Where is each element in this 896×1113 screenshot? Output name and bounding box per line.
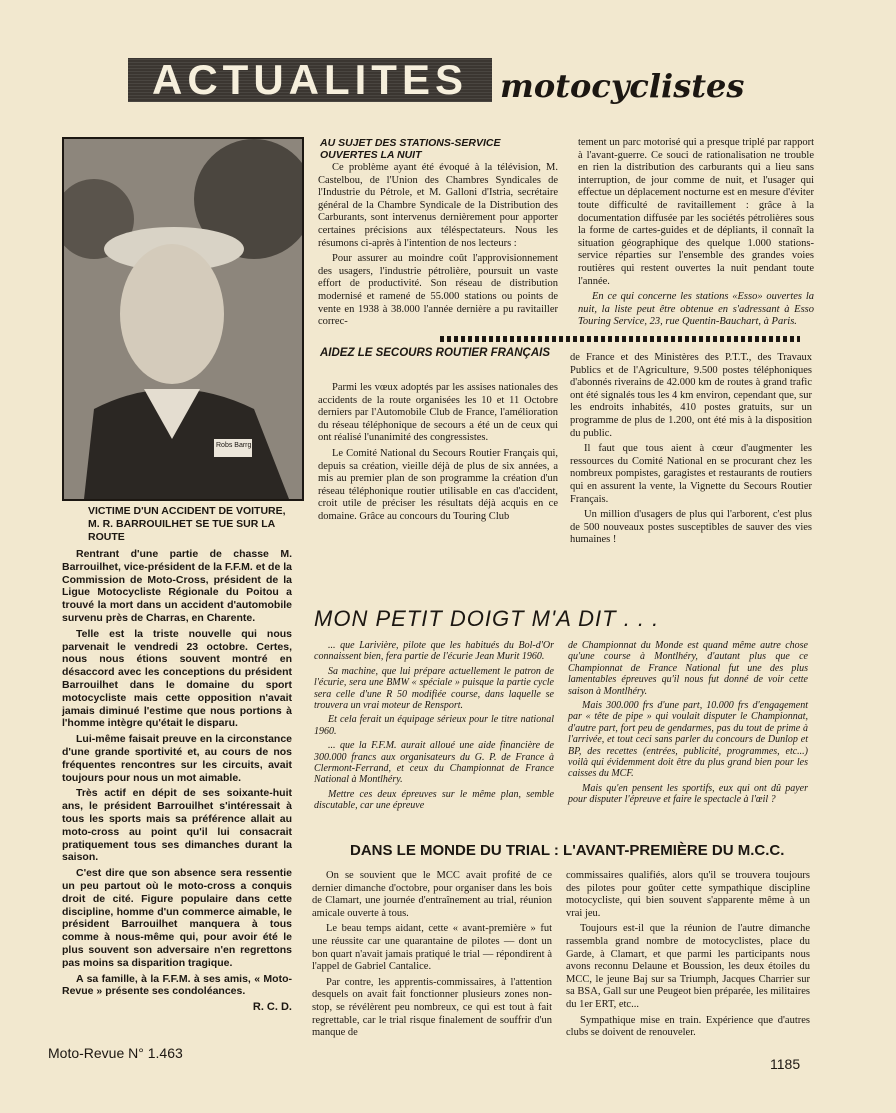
trial-paragraph: Le beau temps aidant, cette « avant-première » fut une réussite car une quarantaine de pilotes — dont un bon quart n'avait jamais pratiqué le trial — répondirent à l'appel de Gabriel Cantalice.: [312, 923, 552, 973]
doigt-paragraph: Mettre ces deux épreuves sur le même plan, semble discutable, car une épreuve: [314, 788, 554, 812]
obituary-paragraph: Très actif en dépit de ses soixante-huit ans, le président Barrouilhet s'intéressait à tous les sports mais sa préférence allait au moto-cross au point qu'il lui consacrait pratiquement tous ses dimanches durant la saison.: [62, 787, 292, 864]
trial-col1: [312, 870, 552, 1043]
magazine-issue: Moto-Revue N° 1.463: [48, 1045, 183, 1061]
section-banner: ACTUALITES: [128, 58, 492, 102]
doigt-col2: [568, 640, 808, 809]
secours-heading: AIDEZ LE SECOURS ROUTIER FRANÇAIS: [320, 347, 551, 359]
doigt-paragraph: Sa machine, que lui prépare actuellement le patron de l'écurie, sera une BMW « spéciale » puisque la partie cycle sera celle d'une R 50 modifiée course, dans laquelle se trouvera un vrai moteur de Rensport.: [314, 665, 554, 712]
stations-col1: [318, 162, 558, 332]
trial-col2: [566, 870, 810, 1043]
secours-paragraph: Parmi les vœux adoptés par les assises nationales des accidents de la route organisées les 10 et 11 Octobre derniers par l'Automobile Club de France, l'amélioration du réseau téléphonique de secours a été un de ceux qui ont réalisé l'unanimité des congressistes.: [318, 382, 558, 444]
secours-paragraph: de France et des Ministères des P.T.T., des Travaux Publics et de l'Agriculture, 9.500 postes téléphoniques d'abonnés riverains de 42.000 km de routes à grand trafic ont été signalés tous les 4 km environ, cependant que, sur les endroits inhabités, 410 postes gratuits, sur un programme de plus de 1.200, ont été mis à la disposition du public.: [570, 352, 812, 439]
doigt-paragraph: Mais qu'en pensent les sportifs, eux qui ont dû payer pour disputer l'épreuve et faire le spectacle à l'œil ?: [568, 782, 808, 806]
obituary-text: [62, 548, 292, 1014]
trial-title: DANS LE MONDE DU TRIAL : L'AVANT-PREMIÈRE DU M.C.C.: [350, 842, 785, 859]
stations-paragraph: tement un parc motorisé qui a presque triplé par rapport à l'avant-guerre. Ce souci de rationalisation ne trouble en rien la distribution des carburants qui a lieu sans interruption, de jour comme de nuit, et l'usager qui effectue un déplacement nocturne est en mesure d'éviter toute difficulté de ravitaillement : grâce à la documentation diffusée par les sociétés pétrolières sous la forme de cartes-guides et de dépliants, il connaît la situation géographique des quelque 1.000 stations-service réparties sur l'ensemble des grandes voies routières qui restent ouvertes la nuit pendant toute l'année.: [578, 137, 814, 287]
secours-col2: [570, 352, 812, 550]
doigt-col1: [314, 640, 554, 815]
trial-paragraph: Sympathique mise en train. Expérience que d'autres clubs se doivent de renouveler.: [566, 1014, 810, 1039]
obituary-caption: VICTIME D'UN ACCIDENT DE VOITURE, M. R. BARROUILHET SE TUE SUR LA ROUTE: [88, 505, 286, 543]
doigt-paragraph: Mais 300.000 frs d'une part, 10.000 frs d'engagement par « tête de pipe » qui voulait disputer le Championnat, d'autre part, fort peu de gendarmes, pas du tout de prime à l'arrivée, et tout ceci sans parler du concours de Dunlop et BP, des recettes (entrées, publicité, programmes, etc...) voilà qui évidemment doit être du plus grand bien pour les caisses du MCF.: [568, 700, 808, 780]
page-number: 1185: [770, 1056, 801, 1072]
doigt-paragraph: Et cela ferait un équipage sérieux pour le titre national 1960.: [314, 714, 554, 737]
portrait-photo: [62, 137, 304, 501]
obituary-paragraph: C'est dire que son absence sera ressentie un peu partout où le moto-cross a conquis droit de cité. Figure populaire dans cette discipline, homme d'un commerce aimable, le président Barrouilhet manquera à tous comme à nous-même qui, pour avoir été le plus souvent son adversaire n'en regrettons pas moins sa disparition tragique.: [62, 867, 292, 969]
obituary-paragraph: Lui-même faisait preuve en la circonstance d'une grande sportivité et, au cours de nos fréquentes rencontres sur les circuits, avait toujours pour nous un mot aimable.: [62, 733, 292, 784]
stations-paragraph: Ce problème ayant été évoqué à la télévision, M. Castelbou, de l'Union des Chambres Syndicales de l'Industrie du Pétrole, et M. Galloni d'Istria, secrétaire général de la Chambre Syndicale de la Distribution des Carburants, sont intervenus dernièrement pour apporter certaines précisions aux téléspectateurs. Nous les résumons ci-après à l'intention de nos lecteurs :: [318, 162, 558, 249]
section-subtitle: motocyclistes: [500, 67, 745, 105]
stations-note: En ce qui concerne les stations «Esso» ouvertes la nuit, la liste peut être obtenue en s'adressant à Esso Touring Service, 23, rue Quentin-Bauchart, à Paris.: [578, 291, 814, 328]
secours-paragraph: Il faut que tous aient à cœur d'augmenter les ressources du Comité National en se procurant chez les nombreux pompistes, garagistes et restaurants de routiers qui en assurent la vente, la Vignette du Secours Routier Français.: [570, 443, 812, 505]
trial-paragraph: Par contre, les apprentis-commissaires, à l'attention desquels on avait fait fonctionner plusieurs zones non-stop, se révélèrent peu nombreux, ce qui est tout à fait regrettable, car le trial risque finalement de souffrir d'un manque de: [312, 976, 552, 1039]
doigt-paragraph: de Championnat du Monde est quand même autre chose qu'une course à Montlhéry, d'autant plus que ce Championnat de France National fut une des plus lamentables épreuves qu'il nous fut donné de voir cette saison à Montlhéry.: [568, 640, 808, 697]
trial-paragraph: commissaires qualifiés, alors qu'il se trouvera toujours des pilotes pour goûter cette sympathique discipline motocycliste, qui bien souvent s'apparente même à un vrai jeu.: [566, 870, 810, 919]
doigt-paragraph: ... que la F.F.M. aurait alloué une aide financière de 300.000 francs aux organisateurs du G. P. de France à Clermont-Ferrand, et ceux du Championnat de France National à Montlhéry.: [314, 740, 554, 786]
photo-badge: Robs Barrg: [216, 442, 252, 449]
obituary-signature: R. C. D.: [252, 1001, 292, 1014]
section-divider: [440, 336, 800, 342]
obituary-paragraph: A sa famille, à la F.F.M. à ses amis, « Moto-Revue » présente ses condoléances.: [62, 972, 292, 998]
stations-paragraph: Pour assurer au moindre coût l'approvisionnement des usagers, l'industrie pétrolière, poursuit un vaste effort de productivité. Son réseau de distribution modernisé et ramené de 55.000 stations ou points de vente en 1938 à 38.000 l'année dernière a pu ravitailler correc-: [318, 253, 558, 328]
stations-heading: AU SUJET DES STATIONS-SERVICE OUVERTES LA NUIT: [320, 137, 501, 161]
secours-paragraph: Le Comité National du Secours Routier Français qui, depuis sa création, vieille déjà de plus de six années, a mis au premier plan de son programme la création d'un réseau téléphonique routier utilisable en cas d'accident, croit utile de préciser les résultats déjà acquis en ce domaine. Grâce au concours du Touring Club: [318, 447, 558, 522]
stations-col2: [578, 137, 814, 332]
obituary-paragraph: Rentrant d'une partie de chasse M. Barrouilhet, vice-président de la F.F.M. et de la Commission de Moto-Cross, président de la Ligue Motocycliste Régionale du Poitou a trouvé la mort dans un accident d'automobile survenu près de Charras, en Charente.: [62, 548, 292, 624]
secours-col1: [318, 382, 558, 527]
secours-paragraph: Un million d'usagers de plus qui l'arborent, c'est plus de 500 nouveaux postes susceptibles de sauver des vies humaines !: [570, 509, 812, 546]
obituary-paragraph: Telle est la triste nouvelle qui nous parvenait le vendredi 23 octobre. Certes, nous nous étions souvent montré en désaccord avec les conceptions du président Barrouilhet dans le domaine du sport motocycliste mais cette opposition n'avait jamais diminué l'estime que nous portions à l'homme intègre qu'était le disparu.: [62, 627, 292, 730]
doigt-title: MON PETIT DOIGT M'A DIT . . .: [314, 606, 660, 631]
trial-paragraph: On se souvient que le MCC avait profité de ce dernier dimanche d'octobre, pour organiser dans les bois de Clamart, une journée d'entraînement au trial, réunion amicale ouverte à tous.: [312, 870, 552, 919]
trial-paragraph: Toujours est-il que la réunion de l'autre dimanche rassembla grand nombre de motocyclistes, place du Garde, à Clamart, et que parmi les participants nous avons reconnu Delaune et Boussion, les deux étoiles du MCC, le jeune Baj sur sa Triumph, Jacques Charrier sur sa BSA, Gall sur une Peugeot bien préparée, les militaires du 1er ERT, etc...: [566, 923, 810, 1010]
doigt-paragraph: ... que Larivière, pilote que les habitués du Bol-d'Or connaissent bien, fera partie de l'écurie Jean Murit 1960.: [314, 640, 554, 663]
